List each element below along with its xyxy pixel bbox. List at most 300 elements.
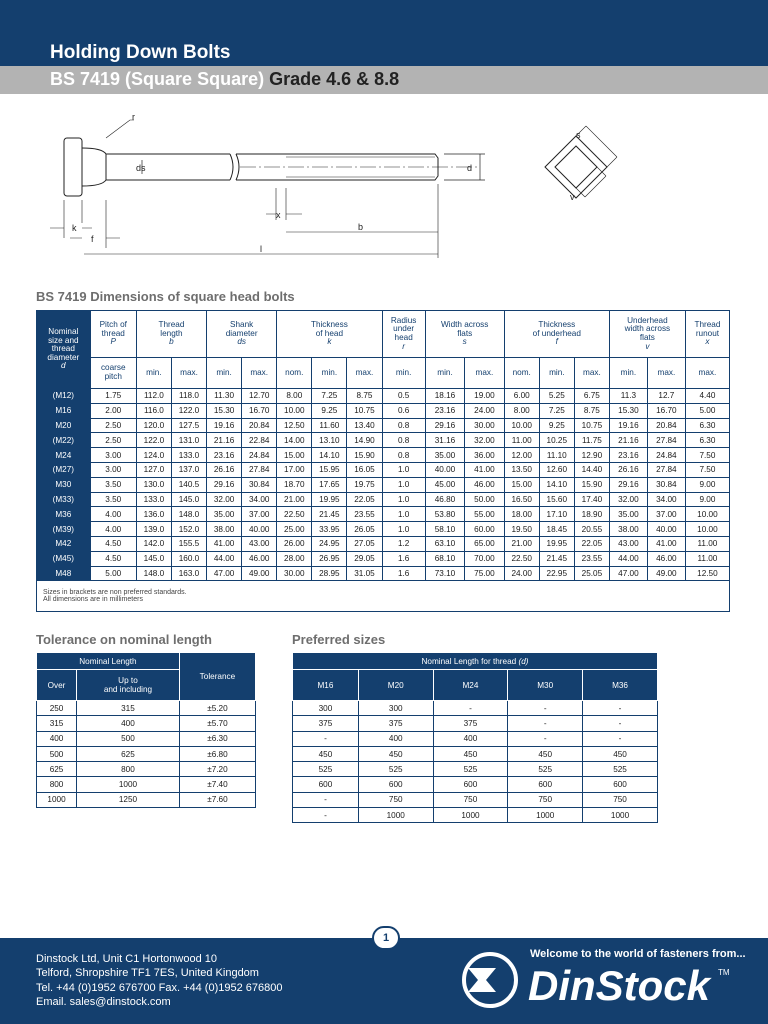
- value-cell: 118.0: [171, 389, 206, 404]
- value-cell: 0.6: [382, 403, 425, 418]
- preferred-cell: 750: [358, 792, 433, 807]
- tolerance-cell: 500: [37, 746, 77, 761]
- table-row: [293, 777, 658, 792]
- header-nominal-size-label: Nominal size and thread diameter: [47, 326, 80, 362]
- value-cell: 120.0: [136, 418, 171, 433]
- value-cell: 60.00: [465, 522, 504, 537]
- value-cell: 14.10: [539, 477, 574, 492]
- value-cell: 15.90: [347, 448, 382, 463]
- value-cell: 11.00: [685, 551, 729, 566]
- preferred-cell: 600: [583, 777, 658, 792]
- value-cell: 22.50: [277, 507, 312, 522]
- subheader-max: max.: [171, 358, 206, 389]
- footer-email: Email. sales@dinstock.com: [36, 996, 171, 1008]
- size-cell: (M27): [37, 462, 91, 477]
- subheader-min: min.: [382, 358, 425, 389]
- value-cell: 19.95: [539, 536, 574, 551]
- trademark: TM: [718, 968, 730, 977]
- table-row: [37, 792, 256, 807]
- value-cell: 6.30: [685, 433, 729, 448]
- value-cell: 31.16: [425, 433, 464, 448]
- value-cell: 19.50: [504, 522, 539, 537]
- tolerance-cell: ±7.60: [179, 792, 255, 807]
- value-cell: 73.10: [425, 566, 464, 581]
- value-cell: 2.50: [90, 433, 136, 448]
- value-cell: 33.95: [312, 522, 347, 537]
- tolerance-cell: ±5.20: [179, 701, 255, 716]
- value-cell: 5.00: [90, 566, 136, 581]
- pref-header: [293, 653, 658, 670]
- value-cell: 44.00: [609, 551, 647, 566]
- value-cell: 7.25: [539, 403, 574, 418]
- preferred-cell: 600: [293, 777, 359, 792]
- header-shank-diameter-symbol: ds: [237, 337, 246, 347]
- value-cell: 22.05: [347, 492, 382, 507]
- square-underhead-inner: [555, 146, 597, 188]
- table-row: [293, 716, 658, 731]
- preferred-cell: 750: [508, 792, 583, 807]
- size-cell: M20: [37, 418, 91, 433]
- tolerance-cell: 400: [37, 731, 77, 746]
- value-cell: 14.10: [312, 448, 347, 463]
- value-cell: 58.10: [425, 522, 464, 537]
- note-units: All dimensions are in millimeters: [43, 596, 143, 604]
- value-cell: 24.00: [465, 403, 504, 418]
- preferred-cell: 1000: [358, 808, 433, 823]
- tolerance-cell: 500: [77, 731, 180, 746]
- value-cell: 23.55: [347, 507, 382, 522]
- value-cell: 3.50: [90, 477, 136, 492]
- value-cell: 131.0: [171, 433, 206, 448]
- value-cell: 16.05: [347, 462, 382, 477]
- header-pitch-label: Pitch of thread: [99, 320, 127, 338]
- value-cell: 0.8: [382, 448, 425, 463]
- tolerance-cell: ±6.80: [179, 746, 255, 761]
- value-cell: 137.0: [171, 462, 206, 477]
- size-cell: M24: [37, 448, 91, 463]
- value-cell: 15.60: [539, 492, 574, 507]
- label-ds: ds: [136, 163, 146, 173]
- subheader-min: min.: [425, 358, 464, 389]
- value-cell: 10.00: [685, 507, 729, 522]
- preferred-cell: 525: [358, 762, 433, 777]
- value-cell: 9.00: [685, 477, 729, 492]
- header-thread-length: [136, 311, 206, 358]
- label-b: b: [358, 222, 364, 232]
- value-cell: 30.00: [277, 566, 312, 581]
- value-cell: 29.16: [207, 477, 242, 492]
- header-radius-symbol: r: [402, 341, 405, 351]
- tolerance-cell: ±5.70: [179, 716, 255, 731]
- bolt-shank-left: [106, 154, 230, 180]
- header-width-across-flats-label: Width across flats: [441, 320, 489, 338]
- value-cell: 3.00: [90, 448, 136, 463]
- value-cell: 14.40: [574, 462, 609, 477]
- preferred-cell: 600: [433, 777, 508, 792]
- value-cell: 15.00: [504, 477, 539, 492]
- value-cell: 46.00: [242, 551, 277, 566]
- value-cell: 63.10: [425, 536, 464, 551]
- table-row: [293, 792, 658, 807]
- value-cell: 112.0: [136, 389, 171, 404]
- header-nominal-size: [37, 311, 91, 389]
- value-cell: 41.00: [207, 536, 242, 551]
- value-cell: 22.05: [574, 536, 609, 551]
- value-cell: 10.00: [504, 418, 539, 433]
- value-cell: 47.00: [609, 566, 647, 581]
- value-cell: 15.95: [312, 462, 347, 477]
- size-cell: M48: [37, 566, 91, 581]
- pref-header-symbol: (d): [518, 656, 529, 666]
- value-cell: 1.6: [382, 551, 425, 566]
- table-row: [37, 566, 730, 581]
- value-cell: 35.00: [207, 507, 242, 522]
- s-dimension-line: [576, 126, 617, 167]
- header-underhead-width: [609, 311, 685, 358]
- value-cell: 4.00: [90, 522, 136, 537]
- tol-header-tolerance: Tolerance: [179, 653, 255, 701]
- value-cell: 21.16: [207, 433, 242, 448]
- value-cell: 50.00: [465, 492, 504, 507]
- preferred-cell: -: [583, 731, 658, 746]
- value-cell: 19.00: [465, 389, 504, 404]
- value-cell: 11.10: [539, 448, 574, 463]
- value-cell: 152.0: [171, 522, 206, 537]
- value-cell: 32.00: [207, 492, 242, 507]
- size-cell: M36: [37, 507, 91, 522]
- label-r: r: [132, 112, 135, 122]
- label-k: k: [72, 223, 77, 233]
- header-width-across-flats-symbol: s: [462, 337, 467, 347]
- value-cell: 145.0: [136, 551, 171, 566]
- value-cell: 155.5: [171, 536, 206, 551]
- value-cell: 11.3: [609, 389, 647, 404]
- value-cell: 17.00: [277, 462, 312, 477]
- value-cell: 1.0: [382, 477, 425, 492]
- value-cell: 21.00: [504, 536, 539, 551]
- value-cell: 6.30: [685, 418, 729, 433]
- value-cell: 23.16: [609, 448, 647, 463]
- dinstock-logo-icon: [460, 952, 526, 1008]
- main-section-title: BS 7419 Dimensions of square head bolts: [36, 289, 295, 304]
- preferred-cell: 600: [358, 777, 433, 792]
- size-cell: (M12): [37, 389, 91, 404]
- tolerance-cell: 250: [37, 701, 77, 716]
- preferred-cell: 1000: [433, 808, 508, 823]
- pref-col-header: M20: [358, 670, 433, 701]
- table-row: [293, 746, 658, 761]
- value-cell: 16.70: [647, 403, 685, 418]
- pref-col-header: M24: [433, 670, 508, 701]
- label-d: d: [467, 163, 473, 173]
- value-cell: 16.50: [504, 492, 539, 507]
- value-cell: 133.0: [171, 448, 206, 463]
- value-cell: 47.00: [207, 566, 242, 581]
- footer-address-1: Dinstock Ltd, Unit C1 Hortonwood 10: [36, 953, 217, 965]
- value-cell: 14.00: [277, 433, 312, 448]
- size-cell: (M33): [37, 492, 91, 507]
- preferred-cell: 525: [508, 762, 583, 777]
- value-cell: 29.16: [425, 418, 464, 433]
- preferred-cell: -: [293, 731, 359, 746]
- value-cell: 8.00: [504, 403, 539, 418]
- tolerance-cell: 1000: [77, 777, 180, 792]
- value-cell: 1.75: [90, 389, 136, 404]
- tolerance-cell: 1250: [77, 792, 180, 807]
- value-cell: 4.50: [90, 536, 136, 551]
- preferred-cell: 375: [358, 716, 433, 731]
- dimensions-table: [36, 310, 730, 612]
- value-cell: 11.00: [504, 433, 539, 448]
- subheader-max: max.: [685, 358, 729, 389]
- header-thread-length-label: Thread length: [158, 320, 185, 338]
- value-cell: 9.00: [685, 492, 729, 507]
- value-cell: 10.00: [277, 403, 312, 418]
- value-cell: 116.0: [136, 403, 171, 418]
- value-cell: 122.0: [171, 403, 206, 418]
- value-cell: 124.0: [136, 448, 171, 463]
- subheader-max: max.: [647, 358, 685, 389]
- value-cell: 10.00: [685, 522, 729, 537]
- value-cell: 7.50: [685, 448, 729, 463]
- header-underhead-width-symbol: v: [645, 341, 650, 351]
- value-cell: 68.10: [425, 551, 464, 566]
- value-cell: 7.25: [312, 389, 347, 404]
- value-cell: 26.00: [277, 536, 312, 551]
- table-row: [37, 477, 730, 492]
- value-cell: 53.80: [425, 507, 464, 522]
- preferred-cell: -: [508, 731, 583, 746]
- header-thread-length-symbol: b: [169, 337, 174, 347]
- size-cell: M42: [37, 536, 91, 551]
- header-underhead-thickness-symbol: f: [555, 337, 558, 347]
- value-cell: 40.00: [242, 522, 277, 537]
- value-cell: 20.84: [647, 418, 685, 433]
- value-cell: 12.50: [277, 418, 312, 433]
- value-cell: 19.16: [609, 418, 647, 433]
- table-row: [293, 762, 658, 777]
- page-title: Holding Down Bolts: [50, 42, 231, 63]
- preferred-cell: -: [433, 701, 508, 716]
- header-head-thickness-symbol: k: [327, 337, 332, 347]
- value-cell: 29.16: [609, 477, 647, 492]
- bolt-break-mark: [230, 154, 239, 180]
- v-dimension-line: [576, 167, 606, 197]
- table-row: [37, 746, 256, 761]
- value-cell: 1.0: [382, 507, 425, 522]
- value-cell: 35.00: [609, 507, 647, 522]
- value-cell: 11.75: [574, 433, 609, 448]
- preferred-cell: 525: [583, 762, 658, 777]
- value-cell: 27.05: [347, 536, 382, 551]
- preferred-cell: 400: [433, 731, 508, 746]
- subheader-coarse-pitch: coarse pitch: [90, 358, 136, 389]
- value-cell: 9.25: [539, 418, 574, 433]
- preferred-section-title: Preferred sizes: [292, 632, 386, 647]
- header-head-thickness-label: Thickness of head: [310, 320, 348, 338]
- value-cell: 122.0: [136, 433, 171, 448]
- value-cell: 163.0: [171, 566, 206, 581]
- value-cell: 4.50: [90, 551, 136, 566]
- value-cell: 25.00: [277, 522, 312, 537]
- value-cell: 0.8: [382, 433, 425, 448]
- value-cell: 130.0: [136, 477, 171, 492]
- value-cell: 30.00: [465, 418, 504, 433]
- subheader-min: min.: [207, 358, 242, 389]
- value-cell: 139.0: [136, 522, 171, 537]
- value-cell: 0.5: [382, 389, 425, 404]
- value-cell: 29.05: [347, 551, 382, 566]
- value-cell: 23.16: [207, 448, 242, 463]
- table-row: [37, 403, 730, 418]
- value-cell: 26.16: [609, 462, 647, 477]
- preferred-cell: 750: [583, 792, 658, 807]
- value-cell: 19.16: [207, 418, 242, 433]
- size-cell: (M45): [37, 551, 91, 566]
- value-cell: 18.00: [504, 507, 539, 522]
- label-v: v: [570, 192, 575, 202]
- value-cell: 22.84: [242, 433, 277, 448]
- label-s: s: [576, 130, 581, 140]
- value-cell: 12.60: [539, 462, 574, 477]
- value-cell: 24.00: [504, 566, 539, 581]
- subtitle: [50, 69, 399, 90]
- table-row: [37, 701, 256, 716]
- table-row: [37, 507, 730, 522]
- table-row: [37, 462, 730, 477]
- value-cell: 43.00: [242, 536, 277, 551]
- value-cell: 24.95: [312, 536, 347, 551]
- value-cell: 21.00: [277, 492, 312, 507]
- value-cell: 21.45: [539, 551, 574, 566]
- value-cell: 13.40: [347, 418, 382, 433]
- value-cell: 44.00: [207, 551, 242, 566]
- value-cell: 160.0: [171, 551, 206, 566]
- welcome-tagline: Welcome to the world of fasteners from...: [530, 948, 746, 960]
- preferred-cell: 450: [433, 746, 508, 761]
- value-cell: 136.0: [136, 507, 171, 522]
- value-cell: 55.00: [465, 507, 504, 522]
- table-row: [37, 731, 256, 746]
- value-cell: 6.00: [504, 389, 539, 404]
- value-cell: 26.16: [207, 462, 242, 477]
- value-cell: 14.90: [347, 433, 382, 448]
- value-cell: 12.7: [647, 389, 685, 404]
- value-cell: 34.00: [242, 492, 277, 507]
- value-cell: 17.65: [312, 477, 347, 492]
- header-underhead-thickness: [504, 311, 609, 358]
- bolt-technical-drawing: [40, 108, 680, 268]
- value-cell: 38.00: [207, 522, 242, 537]
- preferred-cell: 300: [293, 701, 359, 716]
- value-cell: 75.00: [465, 566, 504, 581]
- value-cell: 23.16: [425, 403, 464, 418]
- value-cell: 127.5: [171, 418, 206, 433]
- value-cell: 2.00: [90, 403, 136, 418]
- value-cell: 19.95: [312, 492, 347, 507]
- value-cell: 11.00: [685, 536, 729, 551]
- size-cell: M16: [37, 403, 91, 418]
- value-cell: 133.0: [136, 492, 171, 507]
- value-cell: 1.0: [382, 492, 425, 507]
- header-pitch: [90, 311, 136, 358]
- subtitle-standard: BS 7419 (Square Square): [50, 69, 265, 89]
- preferred-cell: 525: [293, 762, 359, 777]
- value-cell: 145.0: [171, 492, 206, 507]
- preferred-cell: 375: [293, 716, 359, 731]
- preferred-cell: 1000: [508, 808, 583, 823]
- value-cell: 5.25: [539, 389, 574, 404]
- table-row: [37, 389, 730, 404]
- brand-name: DinStock: [528, 962, 711, 1009]
- subheader-max: max.: [465, 358, 504, 389]
- value-cell: 15.30: [609, 403, 647, 418]
- table-row: [293, 808, 658, 823]
- subheader-min: min.: [136, 358, 171, 389]
- preferred-cell: 525: [433, 762, 508, 777]
- value-cell: 18.16: [425, 389, 464, 404]
- header-underhead-width-label: Underhead width across flats: [624, 315, 671, 342]
- value-cell: 30.84: [647, 477, 685, 492]
- value-cell: 10.75: [347, 403, 382, 418]
- pref-col-header: M30: [508, 670, 583, 701]
- value-cell: 49.00: [242, 566, 277, 581]
- table-row: [293, 701, 658, 716]
- tol-header-upto: Up to and including: [77, 670, 180, 701]
- header-shank-diameter: [207, 311, 277, 358]
- preferred-cell: -: [293, 808, 359, 823]
- value-cell: 12.50: [685, 566, 729, 581]
- value-cell: 3.00: [90, 462, 136, 477]
- value-cell: 32.00: [465, 433, 504, 448]
- value-cell: 27.84: [647, 462, 685, 477]
- size-cell: M30: [37, 477, 91, 492]
- header-radius: [382, 311, 425, 358]
- preferred-cell: -: [583, 701, 658, 716]
- value-cell: 11.30: [207, 389, 242, 404]
- value-cell: 18.70: [277, 477, 312, 492]
- subheader-nom: nom.: [504, 358, 539, 389]
- footer-phone: Tel. +44 (0)1952 676700 Fax. +44 (0)1952 676800: [36, 982, 283, 994]
- value-cell: 140.5: [171, 477, 206, 492]
- table-row: [37, 433, 730, 448]
- preferred-cell: -: [508, 716, 583, 731]
- value-cell: 31.05: [347, 566, 382, 581]
- tolerance-cell: ±6.30: [179, 731, 255, 746]
- value-cell: 23.55: [574, 551, 609, 566]
- value-cell: 49.00: [647, 566, 685, 581]
- value-cell: 27.84: [647, 433, 685, 448]
- table-row: [37, 777, 256, 792]
- b-dimension-line: [286, 184, 438, 258]
- value-cell: 45.00: [425, 477, 464, 492]
- note-brackets: Sizes in brackets are non preferred standards.: [43, 589, 187, 597]
- head-extension-lines: [64, 200, 106, 248]
- header-underhead-thickness-label: Thickness of underhead: [532, 320, 581, 338]
- tol-header-over: Over: [37, 670, 77, 701]
- header-pitch-symbol: P: [110, 337, 116, 347]
- table-row: [37, 492, 730, 507]
- tolerance-cell: 315: [37, 716, 77, 731]
- value-cell: 16.70: [242, 403, 277, 418]
- value-cell: 41.00: [647, 536, 685, 551]
- value-cell: 1.0: [382, 462, 425, 477]
- value-cell: 1.6: [382, 566, 425, 581]
- value-cell: 1.0: [382, 522, 425, 537]
- preferred-cell: -: [293, 792, 359, 807]
- value-cell: 35.00: [425, 448, 464, 463]
- tolerance-cell: 625: [77, 746, 180, 761]
